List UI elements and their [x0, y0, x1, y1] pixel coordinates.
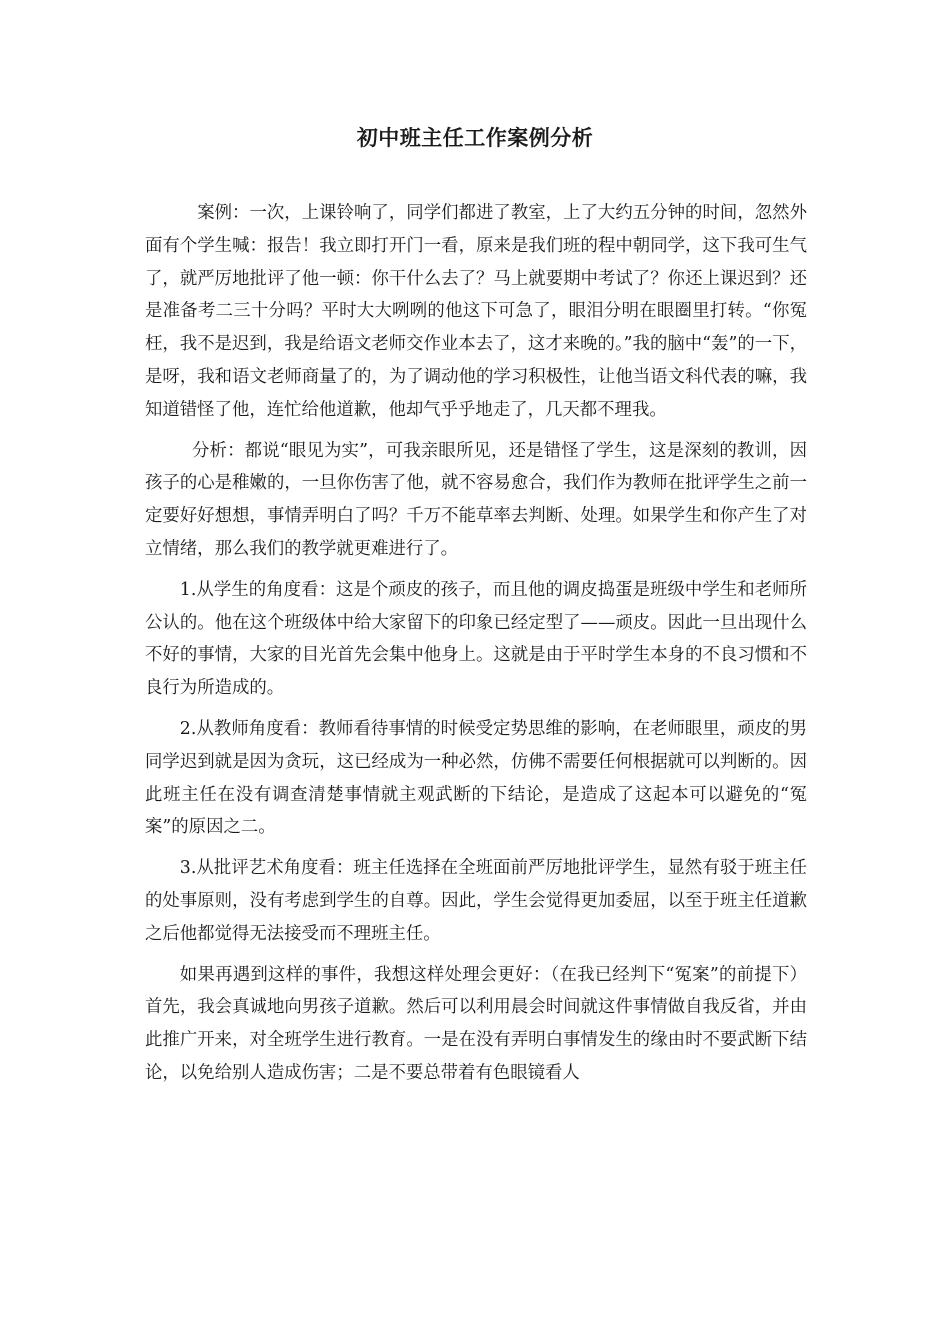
- point-student-perspective: 1.从学生的角度看：这是个顽皮的孩子，而且他的调皮捣蛋是班级中学生和老师所公认的。他在这个班级体中给大家留下的印象已经定型了——顽皮。因此一旦出现什么不好的事情，大家的目光首先会集中他身上。这就是由于平时学生本身的不良习惯和不良行为所造成的。: [145, 579, 807, 699]
- document-body: [145, 197, 807, 1098]
- point-criticism-art: 3.从批评艺术角度看：班主任选择在全班面前严厉地批评学生，显然有驳于班主任的处事原则，没有考虑到学生的自尊。因此，学生会觉得更加委屈，以至于班主任道歉之后他都觉得无法接受而不理班主任。: [145, 858, 807, 944]
- improvement-paragraph: 如果再遇到这样的事件，我想这样处理会更好：（在我已经判下“冤案”的前提下）首先，我会真诚地向男孩子道歉。然后可以利用晨会时间就这件事情做自我反省，并由此推广开来，对全班学生进行教育。一是在没有弄明白事情发生的缘由时不要武断下结论，以免给别人造成伤害；二是不要总带着有色眼镜看人: [145, 964, 807, 1083]
- document-title: 初中班主任工作案例分析: [356, 126, 594, 150]
- analysis-paragraph: 分析：都说“眼见为实”，可我亲眼所见，还是错怪了学生，这是深刻的教训，因孩子的心是稚嫩的，一旦你伤害了他，就不容易愈合，我们作为教师在批评学生之前一定要好好想想，事情弄明白了吗？千万不能草率去判断、处理。如果学生和你产生了对立情绪，那么我们的教学就更难进行了。: [145, 440, 807, 559]
- case-paragraph: 案例：一次，上课铃响了，同学们都进了教室，上了大约五分钟的时间，忽然外面有个学生喊：报告！我立即打开门一看，原来是我们班的程中朝同学，这下我可生气了，就严厉地批评了他一顿：你干什么去了？马上就要期中考试了？你还上课迟到？还是准备考二三十分吗？平时大大咧咧的他这下可急了，眼泪分明在眼圈里打转。“你冤枉，我不是迟到，我是给语文老师交作业本去了，这才来晚的。”我的脑中“轰”的一下，是呀，我和语文老师商量了的，为了调动他的学习积极性，让他当语文科代表的嘛，我知道错怪了他，连忙给他道歉，他却气乎乎地走了，几天都不理我。: [145, 203, 807, 420]
- point-teacher-perspective: 2.从教师角度看：教师看待事情的时候受定势思维的影响，在老师眼里，顽皮的男同学迟到就是因为贪玩，这已经成为一种必然，仿佛不需要任何根据就可以判断的。因此班主任在没有调查清楚事情就主观武断的下结论，是造成了这起本可以避免的“冤案”的原因之二。: [145, 718, 807, 838]
